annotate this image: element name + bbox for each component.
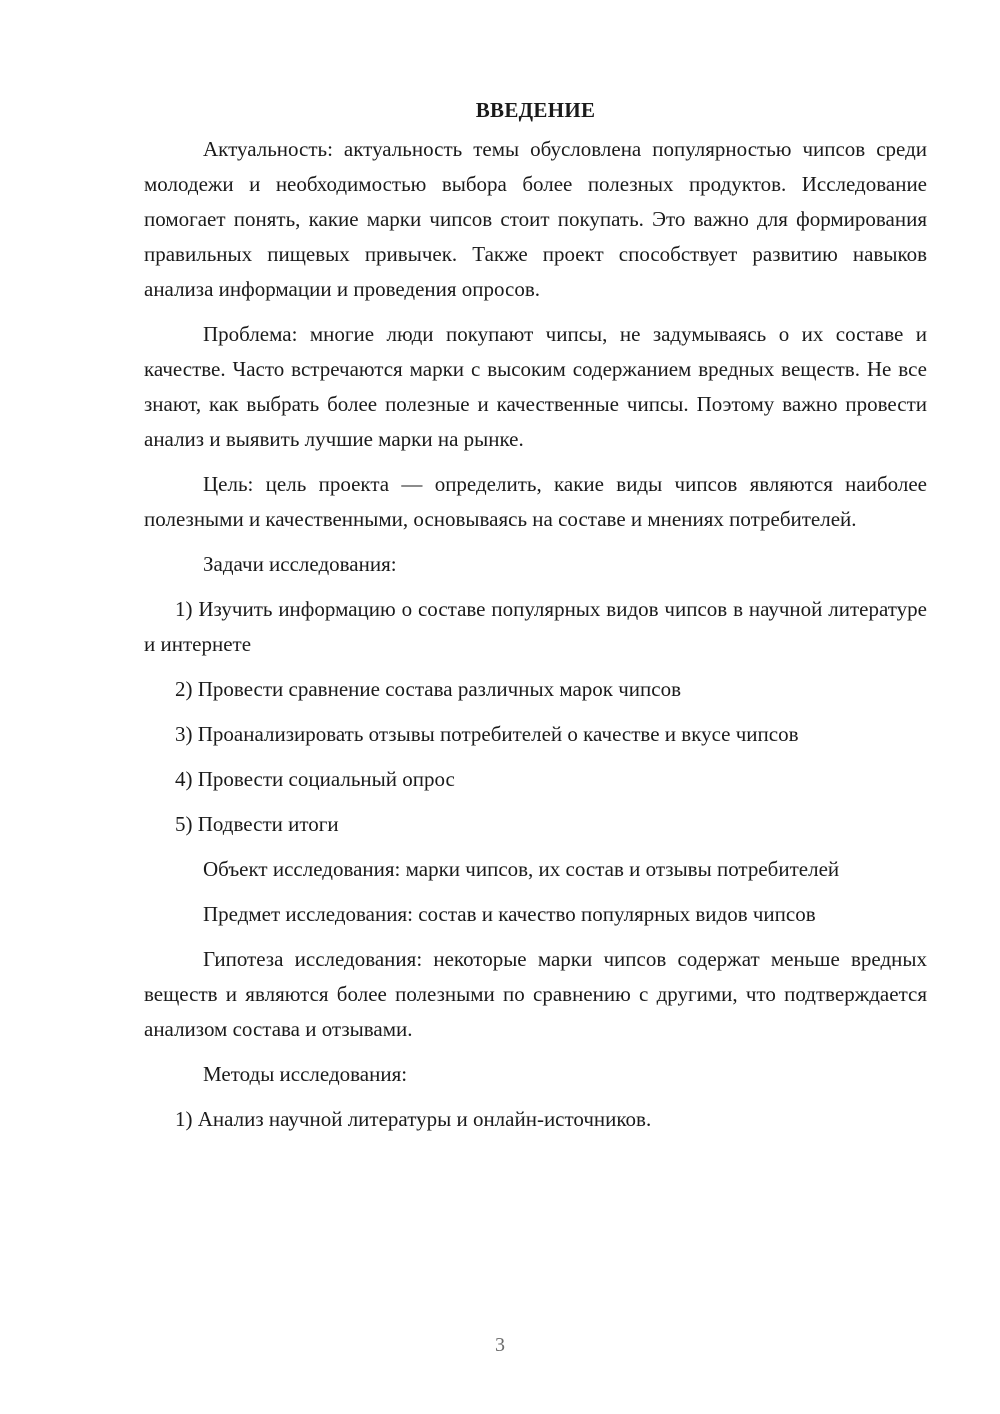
task-item-1: 1) Изучить информацию о составе популярных видов чипсов в научной литературе и интернете [144, 597, 927, 656]
hypothesis-paragraph: Гипотеза исследования: некоторые марки чипсов содержат меньше вредных веществ и являются более полезными по сравнению с другими, что подтверждается анализом состава и отзывами. [144, 947, 927, 1041]
task-item-5: 5) Подвести итоги [175, 812, 339, 836]
task-item-4: 4) Провести социальный опрос [175, 767, 455, 791]
relevance-paragraph: Актуальность: актуальность темы обусловлена популярностью чипсов среди молодежи и необходимостью выбора более полезных продуктов. Исследование помогает понять, какие марки чипсов стоит покупать. Это важно для формирования правильных пищевых привычек. Также проект способствует развитию навыков анализа информации и проведения опросов. [144, 137, 927, 301]
method-item-1: 1) Анализ научной литературы и онлайн-источников. [175, 1107, 652, 1131]
tasks-title: Задачи исследования: [203, 552, 397, 576]
task-item-2: 2) Провести сравнение состава различных марок чипсов [175, 677, 682, 701]
task-item-3: 3) Проанализировать отзывы потребителей о качестве и вкусе чипсов [175, 722, 799, 746]
page-number: 3 [495, 1334, 505, 1356]
section-heading: ВВЕДЕНИЕ [475, 98, 596, 122]
methods-title: Методы исследования: [203, 1062, 408, 1086]
document-page [144, 92, 927, 1147]
object-paragraph: Объект исследования: марки чипсов, их состав и отзывы потребителей [203, 857, 840, 881]
problem-paragraph: Проблема: многие люди покупают чипсы, не задумываясь о их составе и качестве. Часто встречаются марки с высоким содержанием вредных веществ. Не все знают, как выбрать более полезные и качественные чипсы. Поэтому важно провести анализ и выявить лучшие марки на рынке. [144, 322, 927, 451]
subject-paragraph: Предмет исследования: состав и качество популярных видов чипсов [203, 902, 816, 926]
goal-paragraph: Цель: цель проекта — определить, какие виды чипсов являются наиболее полезными и качественными, основываясь на составе и мнениях потребителей. [144, 472, 927, 531]
